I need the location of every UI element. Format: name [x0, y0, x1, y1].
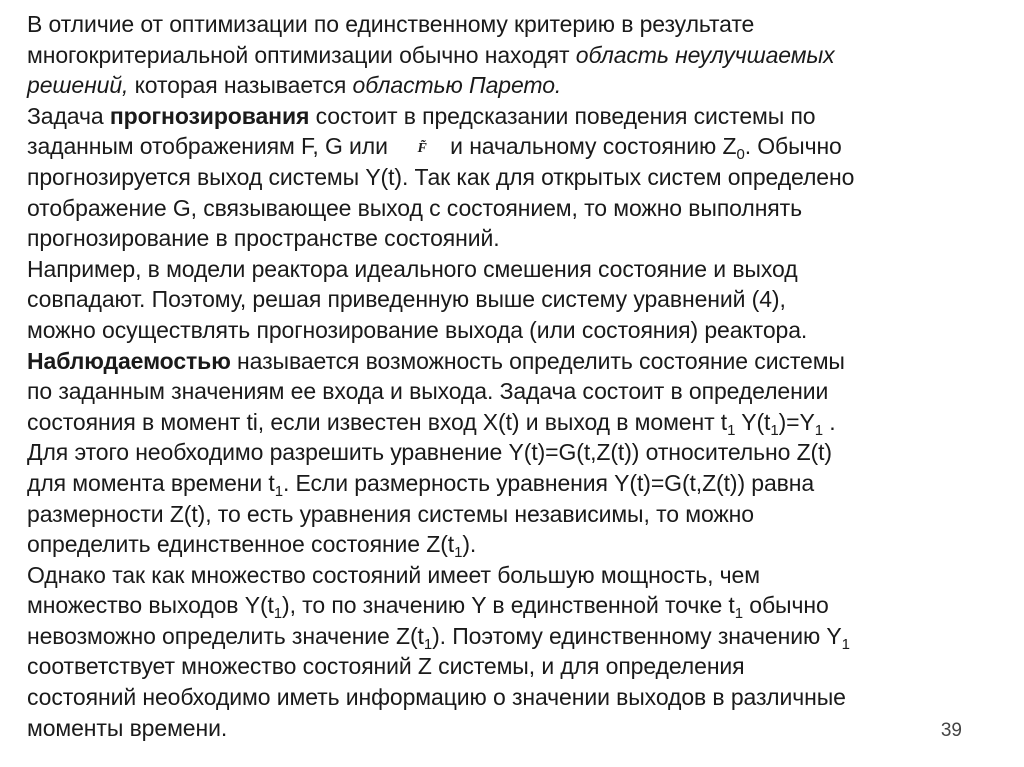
- text-line: размерности Z(t), то есть уравнения системы независимы, то можно: [27, 500, 754, 527]
- text-line: В отличие от оптимизации по единственному критерию в результате: [27, 11, 755, 37]
- text-line: Для этого необходимо разрешить уравнение Y(t)=G(t,Z(t)) относительно Z(t): [27, 439, 832, 466]
- text-line: многокритериальной оптимизации обычно находят область неулучшаемых: [27, 41, 835, 68]
- text-line: состояний необходимо иметь информацию о значении выходов в различные: [27, 684, 846, 711]
- text-line: решений, которая называется областью Парето.: [27, 72, 562, 99]
- text-line: прогнозирование в пространстве состояний.: [27, 225, 500, 252]
- text-line: можно осуществлять прогнозирование выхода (или состояния) реактора.: [27, 316, 808, 343]
- text-line: Однако так как множество состояний имеет большую мощность, чем: [27, 561, 760, 588]
- italic-term: область неулучшаемых: [575, 41, 835, 68]
- text-line: Наблюдаемостью называется возможность определить состояние системы: [27, 347, 845, 374]
- text-line: невозможно определить значение $Z(t_1)$. Поэтому единственному значению $Y_1$: [27, 622, 850, 653]
- bold-term-forecasting: прогнозирования: [109, 102, 310, 129]
- text-line: отображение G, связывающее выход с состоянием, то можно выполнять: [27, 194, 802, 221]
- italic-term: решений,: [27, 72, 129, 99]
- f-tilde-symbol: F̃: [417, 141, 427, 157]
- text-line: заданным отображениям F, G или F̃ и начальному состоянию $Z_0$. Обычно: [27, 133, 842, 164]
- slide-body-text: [27, 9, 1002, 743]
- text-line: прогнозируется выход системы Y(t). Так как для открытых систем определено: [27, 163, 855, 190]
- text-line: определить единственное состояние $Z(t_1)$.: [27, 531, 477, 562]
- text-line: состояния в момент ti, если известен вход X(t) и выход в момент $t_1$ $Y(t_1)=Y_1$ .: [27, 408, 836, 439]
- text-line: для момента времени $t_1$. Если размерность уравнения Y(t)=G(t,Z(t)) равна: [27, 469, 815, 500]
- text-line: моменты времени.: [27, 714, 228, 741]
- text-line: Например, в модели реактора идеального смешения состояние и выход: [27, 255, 798, 282]
- text-line: множество выходов $Y(t_1)$, то по значению Y в единственной точке $t_1$ обычно: [27, 592, 829, 623]
- bold-term-observability: Наблюдаемостью: [27, 347, 231, 374]
- italic-term: областью Парето.: [352, 72, 562, 99]
- text-line: соответствует множество состояний Z системы, и для определения: [27, 653, 745, 680]
- text-line: совпадают. Поэтому, решая приведенную выше систему уравнений (4),: [27, 286, 786, 313]
- text-line: по заданным значениям ее входа и выхода. Задача состоит в определении: [27, 378, 829, 405]
- text-line: Задача прогнозирования состоит в предсказании поведения системы по: [27, 102, 816, 129]
- page-number: 39: [940, 720, 962, 741]
